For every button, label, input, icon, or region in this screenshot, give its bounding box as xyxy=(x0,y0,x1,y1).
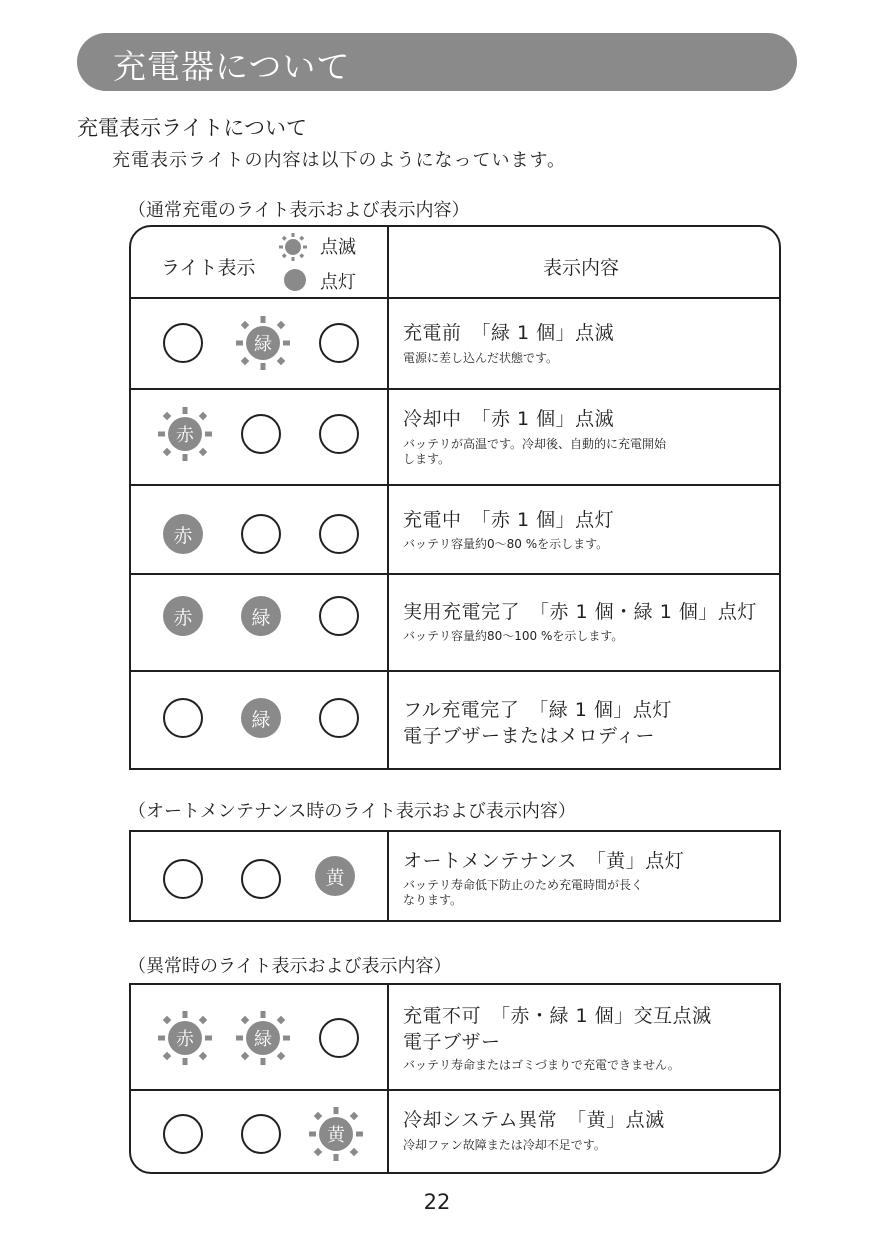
lamp-green-lit xyxy=(241,698,281,738)
row-divider xyxy=(131,670,779,672)
page-number: 22 xyxy=(423,1190,451,1214)
maintenance-caption: （オートメンテナンス時のライト表示および表示内容） xyxy=(128,801,576,822)
lamp-red-blinking xyxy=(157,406,213,462)
row-divider xyxy=(131,484,779,486)
lamp-green-blinking xyxy=(235,1010,291,1066)
lamp-red-lit xyxy=(163,596,203,636)
row-divider xyxy=(131,388,779,390)
lamp-label: 黄 xyxy=(325,866,345,889)
lamp-green xyxy=(241,859,281,899)
row-description: 電源に差し込んだ状態です。 xyxy=(403,351,559,365)
normal-caption: （通常充電のライト表示および表示内容） xyxy=(128,200,470,221)
blink-legend-label: 点滅 xyxy=(320,237,356,258)
row-title: 充電前 「緑 1 個」点滅 xyxy=(403,322,615,344)
lamp-red xyxy=(163,323,203,363)
row-title: 充電不可 「赤・緑 1 個」交互点滅 xyxy=(403,1005,712,1027)
lamp-yellow-lit xyxy=(315,856,355,896)
lamp-yellow xyxy=(319,596,359,636)
lamp-label: 赤 xyxy=(173,606,193,629)
lamp-label: 緑 xyxy=(254,334,272,355)
row-divider xyxy=(131,1089,779,1091)
row-description: バッテリ容量約80～100 %を示します。 xyxy=(403,629,624,643)
lamp-red xyxy=(163,1114,203,1154)
lamp-red xyxy=(163,859,203,899)
row-title-line2: 電子ブザーまたはメロディー xyxy=(403,725,655,747)
lamp-yellow xyxy=(319,414,359,454)
light-column-header: ライト表示 xyxy=(161,257,256,279)
row-title: オートメンテナンス 「黄」点灯 xyxy=(403,850,685,872)
row-title: 実用充電完了 「赤 1 個・緑 1 個」点灯 xyxy=(403,601,757,623)
lamp-red-lit xyxy=(163,514,203,554)
header-banner xyxy=(77,33,797,91)
row-title: フル充電完了 「緑 1 個」点灯 xyxy=(403,699,672,721)
lamp-label: 緑 xyxy=(254,1029,272,1050)
row-title: 充電中 「赤 1 個」点灯 xyxy=(403,509,615,531)
lamp-green-blinking xyxy=(235,315,291,371)
row-description: 冷却ファン故障または冷却不足です。 xyxy=(403,1138,606,1152)
lamp-label: 赤 xyxy=(173,524,193,547)
row-description-cont: します。 xyxy=(403,452,451,466)
lamp-label: 緑 xyxy=(251,606,271,629)
lamp-green xyxy=(241,414,281,454)
section-intro: 充電表示ライトの内容は以下のようになっています。 xyxy=(112,150,567,171)
error-caption: （異常時のライト表示および表示内容） xyxy=(128,956,452,977)
lamp-red-blinking xyxy=(157,1010,213,1066)
on-legend-label: 点灯 xyxy=(320,272,356,293)
column-divider xyxy=(387,832,389,920)
column-divider xyxy=(387,985,389,1172)
lamp-green xyxy=(241,1114,281,1154)
row-description-cont: なります。 xyxy=(403,893,463,907)
lamp-yellow-blinking xyxy=(308,1106,364,1162)
lamp-red xyxy=(163,698,203,738)
lamp-label: 赤 xyxy=(176,425,194,446)
blink-legend-icon xyxy=(279,233,307,261)
row-title: 冷却中 「赤 1 個」点滅 xyxy=(403,408,615,430)
row-description: バッテリ寿命またはゴミづまりで充電できません。 xyxy=(403,1058,680,1072)
row-divider xyxy=(131,573,779,575)
row-title: 冷却システム異常 「黄」点滅 xyxy=(403,1109,665,1131)
row-divider xyxy=(131,297,779,299)
lamp-label: 黄 xyxy=(327,1125,345,1146)
lamp-label: 赤 xyxy=(176,1029,194,1050)
on-legend-icon xyxy=(284,269,306,291)
page-title: 充電器について xyxy=(113,47,351,86)
lamp-yellow xyxy=(319,698,359,738)
lamp-label: 緑 xyxy=(251,708,271,731)
normal-table xyxy=(129,225,781,770)
lamp-green-lit xyxy=(241,596,281,636)
lamp-yellow xyxy=(319,323,359,363)
row-description: バッテリ容量約0～80 %を示します。 xyxy=(403,537,609,551)
column-divider xyxy=(387,227,389,768)
content-column-header: 表示内容 xyxy=(543,257,620,279)
lamp-yellow xyxy=(319,1018,359,1058)
row-description: バッテリ寿命低下防止のため充電時間が長く xyxy=(403,878,644,892)
error-table xyxy=(129,983,781,1174)
section-title: 充電表示ライトについて xyxy=(77,116,307,140)
maintenance-table xyxy=(129,830,781,922)
lamp-green xyxy=(241,514,281,554)
row-title-line2: 電子ブザー xyxy=(403,1031,501,1053)
lamp-yellow xyxy=(319,514,359,554)
row-description: バッテリが高温です。冷却後、自動的に充電開始 xyxy=(403,437,667,451)
